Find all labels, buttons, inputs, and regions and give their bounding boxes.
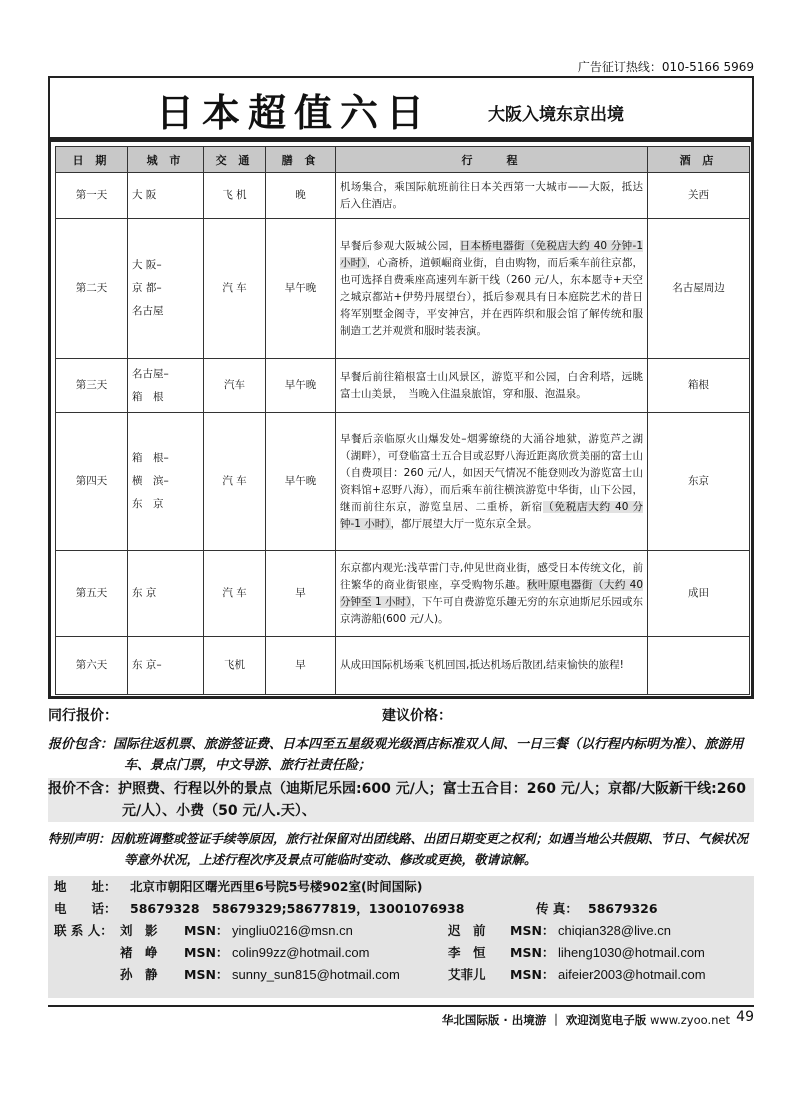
includes-text: 国际往返机票、旅游签证费、日本四至五星级观光级酒店标准双人间、一日三餐（以行程内标明为准）、旅游用车、景点门票，中文导游、旅行社责任险；	[113, 737, 744, 773]
city-line: 东 京–	[132, 659, 162, 671]
contact-row-3	[48, 964, 754, 986]
table-row	[56, 359, 750, 413]
schedule-text: 从成田国际机场乘飞机回国,抵达机场后散团,结束愉快的旅程!	[340, 659, 624, 671]
cell-day: 第三天	[56, 359, 128, 413]
msn-address[interactable]: colin99zz@hotmail.com	[232, 945, 370, 960]
cell-city	[128, 413, 204, 551]
cell-meals: 早午晚	[266, 359, 336, 413]
cell-hotel: 名古屋周边	[648, 219, 750, 359]
header-meals: 膳 食	[266, 147, 336, 173]
address-label: 地 址：	[54, 879, 117, 894]
msn-label: MSN：	[184, 945, 229, 960]
page-subtitle: 大阪入境东京出境	[488, 105, 624, 125]
table-row	[56, 219, 750, 359]
cell-schedule	[336, 173, 648, 219]
schedule-highlight: 秋叶原电器街（大约 40 分钟至 1 小时）	[340, 578, 643, 608]
cell-day: 第六天	[56, 637, 128, 695]
city-line: 东 京	[132, 498, 164, 510]
contact-row-2	[48, 942, 754, 964]
page-title: 日本超值六日	[156, 91, 433, 135]
city-line: 名古屋	[132, 305, 164, 317]
cell-city	[128, 637, 204, 695]
table-row	[56, 637, 750, 695]
header-transport: 交 通	[204, 147, 266, 173]
msn-address[interactable]: aifeier2003@hotmail.com	[558, 967, 706, 982]
contact-block	[48, 876, 754, 998]
contact-name: 李 恒	[448, 945, 486, 960]
notice-label: 特别声明：	[48, 831, 111, 846]
cell-city	[128, 359, 204, 413]
contact-name: 孙 静	[120, 967, 158, 982]
cell-schedule	[336, 359, 648, 413]
header-city: 城 市	[128, 147, 204, 173]
itinerary-table-frame	[48, 139, 754, 699]
cell-day: 第四天	[56, 413, 128, 551]
price-includes	[48, 734, 754, 776]
cell-schedule	[336, 637, 648, 695]
cell-hotel: 关西	[648, 173, 750, 219]
contact-name: 褚 峥	[120, 945, 158, 960]
cell-transport: 汽 车	[204, 551, 266, 637]
msn-address[interactable]: liheng1030@hotmail.com	[558, 945, 705, 960]
price-row	[48, 706, 754, 726]
cell-meals: 早	[266, 551, 336, 637]
schedule-text: 机场集合，乘国际航班前往日本关西第一大城市——大阪，抵达后入住酒店。	[340, 180, 643, 210]
cell-transport: 汽 车	[204, 413, 266, 551]
schedule-text: 东京都内观光:浅草雷门寺,仲见世商业街，感受日本传统文化，前往繁华的商业街银座，享受购物乐趣。	[340, 561, 643, 591]
msn-address[interactable]: yingliu0216@msn.cn	[232, 923, 353, 938]
city-line: 东 京	[132, 587, 157, 599]
phone-label: 电 话：	[54, 901, 117, 916]
ad-hotline: 广告征订热线：010-5166 5969	[577, 60, 754, 74]
city-line: 大 阪	[132, 189, 157, 201]
cell-hotel	[648, 637, 750, 695]
msn-label: MSN：	[184, 923, 229, 938]
msn-label: MSN：	[510, 967, 555, 982]
excludes-text: 护照费、行程以外的景点（迪斯尼乐园:600 元/人；富士五合目：260 元/人；京都/大阪新干线:260 元/人）、小费（50 元/人.天）、	[118, 781, 746, 819]
price-excludes	[48, 778, 754, 822]
cell-schedule	[336, 219, 648, 359]
cell-transport: 汽 车	[204, 219, 266, 359]
city-line: 京 都–	[132, 282, 162, 294]
footer-url[interactable]: www.zyoo.net	[649, 1013, 730, 1027]
includes-label: 报价包含：	[48, 737, 114, 752]
cell-meals: 早午晚	[266, 219, 336, 359]
contact-name: 艾菲儿	[448, 967, 486, 982]
msn-label: MSN：	[510, 923, 555, 938]
msn-label: MSN：	[510, 945, 555, 960]
table-row	[56, 413, 750, 551]
address-row	[48, 876, 754, 898]
phone-row	[48, 898, 754, 920]
cell-day: 第五天	[56, 551, 128, 637]
city-line: 名古屋–	[132, 367, 169, 380]
people-label: 联 系 人：	[54, 923, 113, 938]
fax-value: 58679326	[588, 901, 658, 916]
page-number: 49	[736, 1009, 754, 1025]
contact-name: 刘 影	[120, 923, 158, 938]
fax-label: 传 真：	[536, 901, 578, 916]
schedule-text: 早餐后前往箱根富士山风景区，游览平和公园，白舍利塔，远眺富士山美景， 当晚入住温泉旅馆，穿和服、泡温泉。	[340, 370, 643, 400]
cell-hotel: 成田	[648, 551, 750, 637]
schedule-text: ，都厅展望大厅一览东京全景。	[390, 517, 538, 530]
msn-address[interactable]: chiqian328@live.cn	[558, 923, 671, 938]
msn-address[interactable]: sunny_sun815@hotmail.com	[232, 967, 400, 982]
contact-name: 迟 前	[448, 923, 486, 938]
cell-meals: 晚	[266, 173, 336, 219]
schedule-text: ，心斋桥，道顿崛商业街，自由购物，而后乘车前往京都，也可选择自费乘座高速列车新干线（260 元/人，东本愿寺+天空之城京都站+伊势丹展望台），抵后参观具有日本庭院艺术的昔日将军别墅金阁寺，平安神宫，并在西阵织和服会馆了解传统和服制造工艺并观赏和服时装表演。	[340, 256, 644, 337]
notice-text: 因航班调整或签证手续等原因，旅行社保留对出团线路、出团日期变更之权利；如遇当地公共假期、节日、气候状况等意外状况，上述行程次序及景点可能临时变动、修改或更换，敬请谅解。	[110, 831, 749, 867]
title-box	[48, 78, 754, 139]
excludes-label: 报价不含：	[48, 781, 118, 797]
cell-hotel: 箱根	[648, 359, 750, 413]
address-value: 北京市朝阳区曙光西里6号院5号楼902室(时间国际)	[130, 879, 423, 894]
cell-city	[128, 173, 204, 219]
bottom-rule	[48, 1005, 754, 1007]
cell-schedule	[336, 413, 648, 551]
peer-price-label: 同行报价：	[48, 708, 118, 724]
cell-transport: 飞机	[204, 637, 266, 695]
schedule-highlight: 日本桥电器街（免税店大约 40 分钟-1 小时）	[340, 239, 643, 269]
cell-transport: 汽车	[204, 359, 266, 413]
header-schedule: 行 程	[336, 147, 648, 173]
cell-hotel: 东京	[648, 413, 750, 551]
schedule-text: 早餐后亲临原火山爆发处–烟雾缭绕的大涌谷地狱，游览芦之湖（湖畔），可登临富士五合目或忍野八海近距离欣赏美丽的富士山（自费项目：260 元/人，如因天气情况不能登则改为游览富士山资料馆+忍野八海），而后乘车前往横滨游览中华街，山下公园，继而前往东京，游览皇居、二重桥，新宿	[340, 432, 643, 513]
phone-value: 58679328 58679329;58677819，13001076938	[130, 901, 465, 916]
cell-city	[128, 551, 204, 637]
cell-day: 第二天	[56, 219, 128, 359]
table-header-row	[56, 147, 750, 173]
msn-label: MSN：	[184, 967, 229, 982]
schedule-highlight: （免税店大约 40 分钟-1 小时）	[340, 500, 644, 530]
footer-publication: 华北国际版 · 出境游 ｜ 欢迎浏览电子版	[441, 1013, 647, 1027]
footer	[442, 1012, 730, 1028]
itinerary-table	[55, 146, 750, 695]
special-notice	[48, 828, 754, 870]
cell-meals: 早	[266, 637, 336, 695]
city-line: 箱 根–	[132, 452, 169, 464]
table-row	[56, 173, 750, 219]
cell-schedule	[336, 551, 648, 637]
cell-day: 第一天	[56, 173, 128, 219]
cell-meals: 早午晚	[266, 413, 336, 551]
schedule-text: ，下午可自费游览乐趣无穷的东京迪斯尼乐园或东京湾游船(600 元/人)。	[340, 595, 644, 625]
cell-city	[128, 219, 204, 359]
suggest-price-label: 建议价格：	[382, 708, 452, 724]
city-line: 横 滨–	[132, 475, 169, 487]
city-line: 大 阪–	[132, 259, 162, 271]
city-line: 箱 根	[132, 390, 164, 403]
schedule-text: 早餐后参观大阪城公园，	[340, 239, 460, 252]
contact-row-1	[48, 920, 754, 942]
table-row	[56, 551, 750, 637]
header-hotel: 酒 店	[648, 147, 750, 173]
cell-transport: 飞 机	[204, 173, 266, 219]
header-date: 日 期	[56, 147, 128, 173]
